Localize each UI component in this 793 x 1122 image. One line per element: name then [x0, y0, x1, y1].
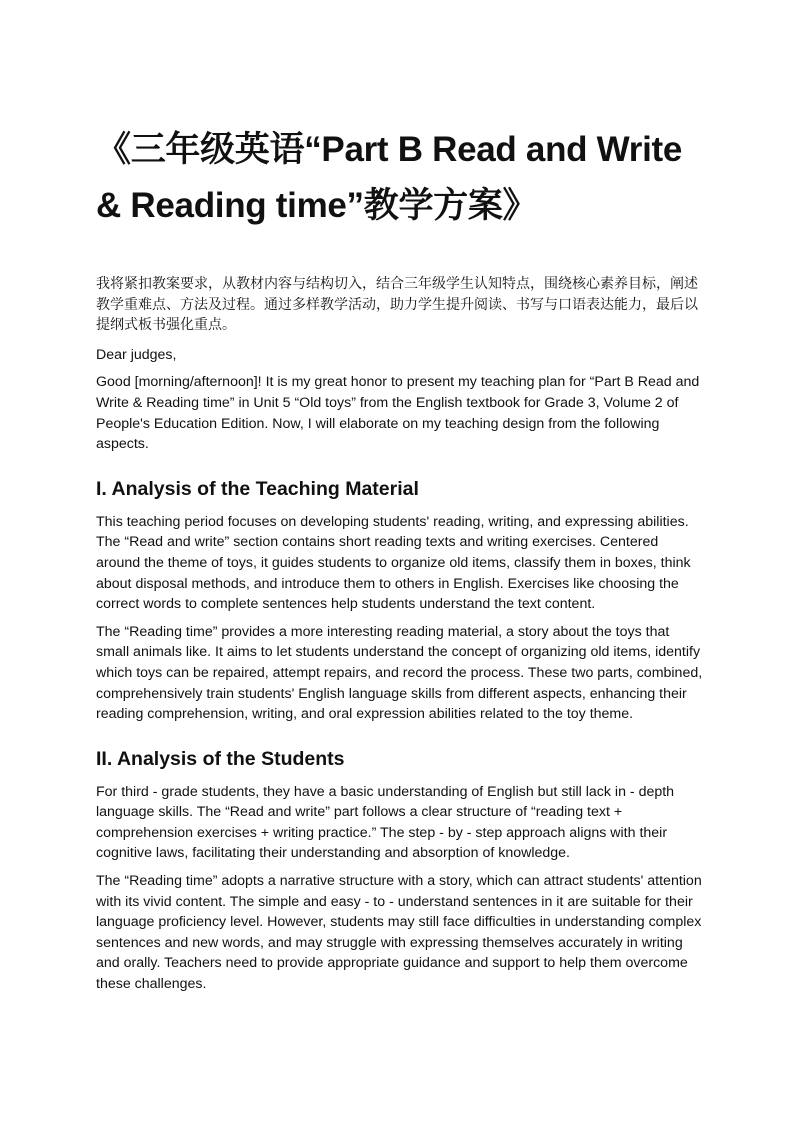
section-paragraph: This teaching period focuses on developing students' reading, writing, and expressing abilities. The “Read and write” section contains short reading texts and writing exercises. Centered around the theme of toys, it guides students to organize old items, classify them in boxes, think about disposal methods, and introduce them to others in English. Exercises like choosing the correct words to complete sentences help students understand the text content.	[96, 513, 691, 613]
section-paragraph: The “Reading time” adopts a narrative structure with a story, which can attract students' attention with its vivid content. The simple and easy - to - understand sentences in it are suitable for their language proficiency level. However, students may still face difficulties in understanding complex sentences and new words, and may struggle with expressing themselves accurately in writing and orally. Teachers need to provide appropriate guidance and support to help them overcome these challenges.	[96, 873, 702, 993]
document-body	[96, 122, 706, 995]
section-students	[96, 745, 706, 995]
document-title-line-1: 《三年级英语“Part B Read and Write	[96, 130, 683, 169]
opening-paragraph: Good [morning/afternoon]! It is my great honor to present my teaching plan for “Part B Read and Write & Reading time” in Unit 5 “Old toys” from the English textbook for Grade 3, Volume 2 of People's Education Edition. Now, I will elaborate on my teaching design from the following aspects.	[96, 374, 700, 453]
section-heading: II. Analysis of the Students	[96, 747, 345, 770]
intro-paragraph-chinese: 我将紧扣教案要求，从教材内容与结构切入，结合三年级学生认知特点，围绕核心素养目标，阐述教学重难点、方法及过程。通过多样教学活动，助力学生提升阅读、书写与口语表达能力，最后以提纲式板书强化重点。	[96, 276, 698, 334]
document-title-line-2: & Reading time”教学方案》	[96, 186, 538, 225]
section-heading: I. Analysis of the Teaching Material	[96, 477, 419, 500]
section-teaching-material	[96, 475, 706, 725]
section-paragraph: For third - grade students, they have a basic understanding of English but still lack in - depth language skills. The “Read and write” part follows a clear structure of “reading text + comprehension exercises + writing practice.” The step - by - step approach aligns with their cognitive laws, facilitating their understanding and absorption of knowledge.	[96, 783, 675, 862]
salutation: Dear judges,	[96, 346, 177, 363]
section-paragraph: The “Reading time” provides a more interesting reading material, a story about the toys that small animals like. It aims to let students understand the concept of organizing old items, identify which toys can be repaired, attempt repairs, and record the process. These two parts, combined, comprehensively train students' English language skills from different aspects, enhancing their reading comprehension, writing, and oral expression abilities related to the toy theme.	[96, 623, 703, 723]
document-title	[96, 122, 706, 234]
